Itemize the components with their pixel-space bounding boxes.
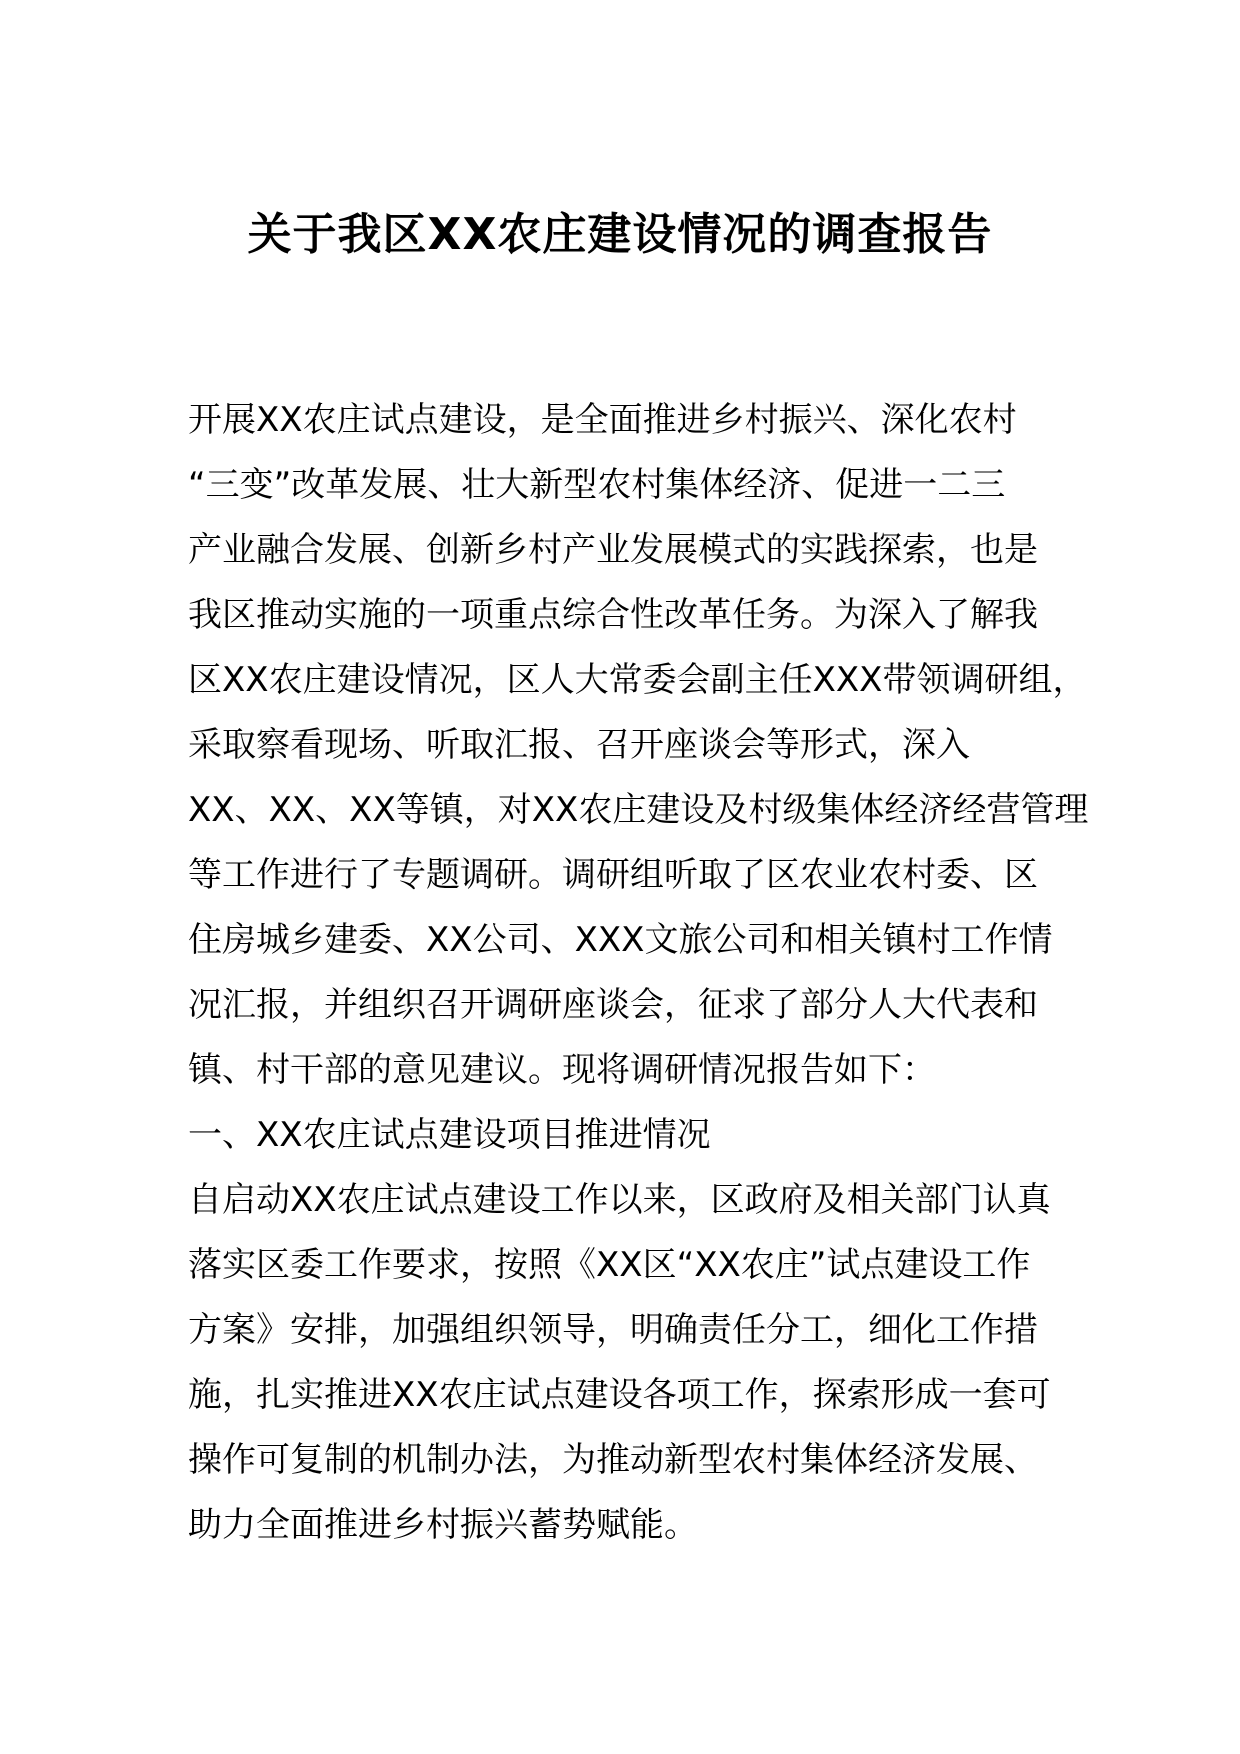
body-line: 方案》安排，加强组织领导，明确责任分工，细化工作措 <box>188 1310 1038 1350</box>
body-line: 自启动XX农庄试点建设工作以来，区政府及相关部门认真 <box>188 1180 1051 1220</box>
body-line: 我区推动实施的一项重点综合性改革任务。为深入了解我 <box>188 595 1038 635</box>
body-line: 住房城乡建委、XX公司、XXX文旅公司和相关镇村工作情 <box>188 920 1053 960</box>
body-line: 镇、村干部的意见建议。现将调研情况报告如下： <box>188 1050 936 1090</box>
body-line: 等工作进行了专题调研。调研组听取了区农业农村委、区 <box>188 855 1038 895</box>
document-title: 关于我区XX农庄建设情况的调查报告 <box>247 209 993 260</box>
body-line: 落实区委工作要求，按照《XX区“XX农庄”试点建设工作 <box>188 1245 1031 1285</box>
body-line: 操作可复制的机制办法，为推动新型农村集体经济发展、 <box>188 1440 1038 1480</box>
body-line: 区XX农庄建设情况，区人大常委会副主任XXX带领调研组， <box>188 660 1087 700</box>
body-line: “三变”改革发展、壮大新型农村集体经济、促进一二三 <box>188 465 1006 505</box>
body-line: 助力全面推进乡村振兴蓄势赋能。 <box>188 1505 698 1545</box>
section-heading: 一、XX农庄试点建设项目推进情况 <box>188 1115 711 1155</box>
body-line: XX、XX、XX等镇，对XX农庄建设及村级集体经济经营管理 <box>188 790 1089 830</box>
body-line: 产业融合发展、创新乡村产业发展模式的实践探索，也是 <box>188 530 1038 570</box>
document-body <box>188 388 1088 1558</box>
body-line: 开展XX农庄试点建设，是全面推进乡村振兴、深化农村 <box>188 400 1017 440</box>
body-line: 采取察看现场、听取汇报、召开座谈会等形式，深入 <box>188 725 970 765</box>
body-line: 况汇报，并组织召开调研座谈会，征求了部分人大代表和 <box>188 985 1038 1025</box>
body-line: 施，扎实推进XX农庄试点建设各项工作，探索形成一套可 <box>188 1375 1051 1415</box>
